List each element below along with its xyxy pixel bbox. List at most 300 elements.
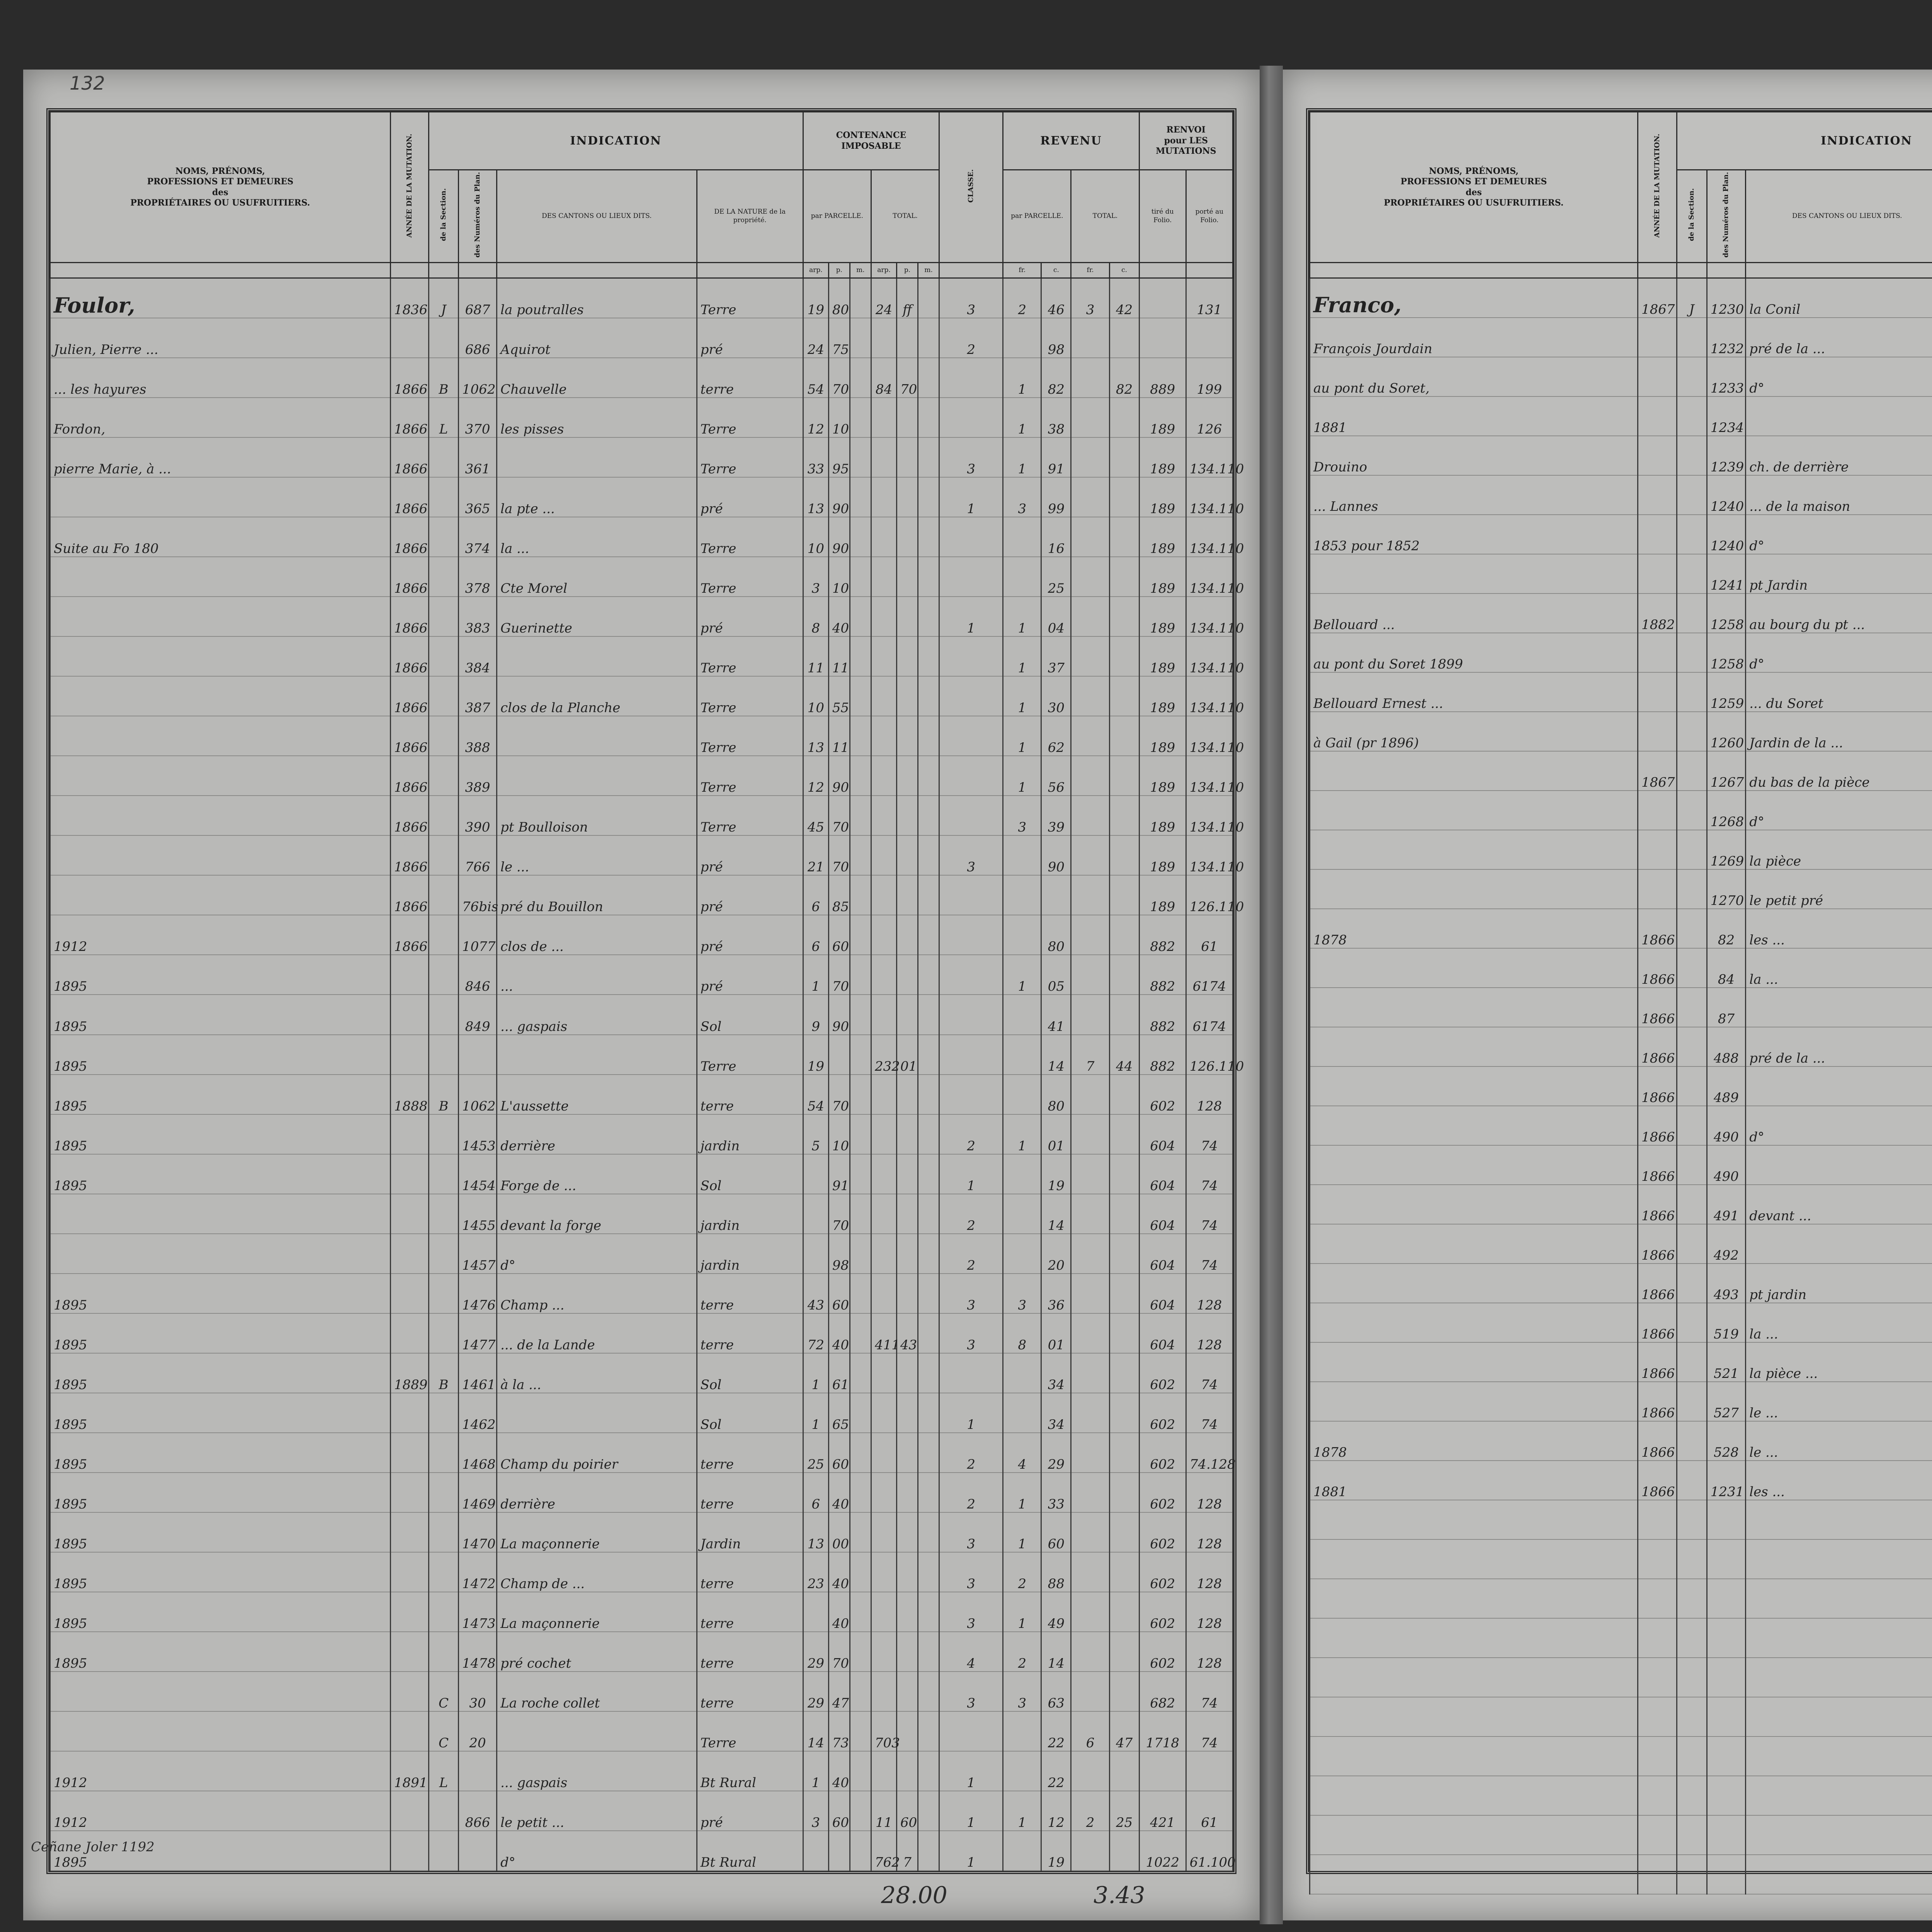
revenu-c-cell: 90 bbox=[1041, 835, 1071, 875]
total-p-cell: 60 bbox=[897, 1791, 918, 1831]
total-p-cell bbox=[897, 597, 918, 636]
total-m-cell bbox=[918, 1393, 939, 1433]
lieu-dit-cell: pré du Bouillon bbox=[497, 875, 697, 915]
plan-number-cell: 1260 bbox=[1707, 712, 1746, 751]
section-cell bbox=[1677, 1224, 1707, 1264]
total-p-cell bbox=[897, 636, 918, 676]
revenu-total-fr-cell bbox=[1071, 835, 1109, 875]
classe-cell: 2 bbox=[939, 1114, 1003, 1154]
lieu-dit-cell: pré de la ... bbox=[1746, 1027, 1932, 1066]
lieu-dit-cell bbox=[497, 1035, 697, 1075]
contenance-p-cell: 61 bbox=[828, 1353, 850, 1393]
ledger-row bbox=[50, 1632, 1233, 1672]
total-m-cell bbox=[918, 1154, 939, 1194]
tire-folio-cell: 602 bbox=[1139, 1075, 1186, 1114]
contenance-arp-cell bbox=[803, 1592, 828, 1632]
contenance-arp-cell: 13 bbox=[803, 1512, 828, 1552]
nature-cell: Bt Rural bbox=[697, 1751, 803, 1791]
contenance-m-cell bbox=[850, 875, 871, 915]
owner-cell bbox=[1310, 1027, 1638, 1066]
porte-folio-cell: 74 bbox=[1186, 1393, 1233, 1433]
total-m-cell bbox=[918, 1313, 939, 1353]
contenance-m-cell bbox=[850, 1751, 871, 1791]
lieu-dit-cell: le ... bbox=[1746, 1382, 1932, 1421]
nature-cell: Terre bbox=[697, 517, 803, 557]
section-cell bbox=[429, 915, 458, 955]
owner-cell: 1895 bbox=[50, 1393, 391, 1433]
contenance-m-cell bbox=[850, 1791, 871, 1831]
owner-cell: 1895 bbox=[50, 1313, 391, 1353]
plan-number-cell: 87 bbox=[1707, 988, 1746, 1027]
tire-folio-cell: 604 bbox=[1139, 1234, 1186, 1274]
year-cell bbox=[390, 1035, 429, 1075]
lieu-dit-cell: ... gaspais bbox=[497, 995, 697, 1034]
contenance-p-cell: 11 bbox=[828, 716, 850, 756]
owner-cell bbox=[1310, 751, 1638, 791]
total-arp-cell: 11 bbox=[871, 1791, 896, 1831]
tire-folio-cell: 602 bbox=[1139, 1473, 1186, 1512]
contenance-m-cell bbox=[850, 398, 871, 437]
revenu-total-fr-cell bbox=[1071, 955, 1109, 995]
ledger-frame bbox=[46, 108, 1244, 1874]
revenu-total-fr-cell: 2 bbox=[1071, 1791, 1109, 1831]
owner-cell: 1895 bbox=[50, 1154, 391, 1194]
year-cell: 1866 bbox=[390, 875, 429, 915]
total-arp-cell bbox=[871, 1393, 896, 1433]
total-p-cell bbox=[897, 1194, 918, 1234]
section-cell bbox=[1677, 475, 1707, 515]
classe-cell: 1 bbox=[939, 1154, 1003, 1194]
tire-folio-cell: 602 bbox=[1139, 1433, 1186, 1473]
porte-folio-cell: 134.110 bbox=[1186, 517, 1233, 557]
revenu-total-fr-cell bbox=[1071, 557, 1109, 597]
porte-folio-cell: 74 bbox=[1186, 1114, 1233, 1154]
contenance-m-cell bbox=[850, 517, 871, 557]
owner-cell: 1895 bbox=[50, 1433, 391, 1473]
section-cell bbox=[1677, 1066, 1707, 1106]
plan-number-cell: 488 bbox=[1707, 1027, 1746, 1066]
total-p-cell: 43 bbox=[897, 1313, 918, 1353]
contenance-arp-cell: 24 bbox=[803, 318, 828, 358]
contenance-m-cell bbox=[850, 1114, 871, 1154]
total-arp-cell: 232 bbox=[871, 1035, 896, 1075]
lieu-dit-cell: derrière bbox=[497, 1114, 697, 1154]
ledger-row bbox=[50, 1035, 1233, 1075]
plan-number-header: des Numéros du Plan. bbox=[458, 170, 497, 263]
ledger-row bbox=[1310, 633, 1932, 672]
section-cell bbox=[429, 318, 458, 358]
year-cell bbox=[1638, 396, 1677, 436]
total-m-cell bbox=[918, 597, 939, 636]
year-cell: 1888 bbox=[390, 1075, 429, 1114]
owner-cell: Drouino bbox=[1310, 436, 1638, 475]
revenu-c-cell: 14 bbox=[1041, 1194, 1071, 1234]
contenance-m-cell bbox=[850, 1433, 871, 1473]
total-p-cell bbox=[897, 915, 918, 955]
ledger-row bbox=[50, 1831, 1233, 1871]
revenu-total-c-cell bbox=[1109, 1194, 1139, 1234]
owner-cell bbox=[50, 835, 391, 875]
empty-row bbox=[1310, 1697, 1932, 1736]
section-cell bbox=[429, 1274, 458, 1313]
porte-folio-cell: 6174 bbox=[1186, 995, 1233, 1034]
contenance-p-cell: 40 bbox=[828, 1313, 850, 1353]
revenu-c-cell: 62 bbox=[1041, 716, 1071, 756]
nature-cell: pré bbox=[697, 1791, 803, 1831]
owner-cell: 1895 bbox=[50, 1512, 391, 1552]
year-cell: 1836 bbox=[390, 278, 429, 318]
owner-cell: Foulor, bbox=[50, 278, 391, 318]
empty-row bbox=[1310, 1579, 1932, 1618]
book-spine bbox=[1260, 66, 1283, 1924]
contenance-arp-cell: 5 bbox=[803, 1114, 828, 1154]
lieu-dit-cell bbox=[497, 1393, 697, 1433]
section-cell bbox=[1677, 1342, 1707, 1382]
revenu-fr-cell: 1 bbox=[1003, 676, 1041, 716]
classe-cell bbox=[939, 716, 1003, 756]
nature-cell: jardin bbox=[697, 1234, 803, 1274]
owner-cell bbox=[1310, 988, 1638, 1027]
total-m-cell bbox=[918, 716, 939, 756]
ledger-row bbox=[50, 477, 1233, 517]
lieu-dit-cell: le ... bbox=[1746, 1421, 1932, 1461]
classe-cell: 3 bbox=[939, 1592, 1003, 1632]
year-cell bbox=[390, 1114, 429, 1154]
total-arp-cell bbox=[871, 676, 896, 716]
owner-cell: 1895 bbox=[50, 1075, 391, 1114]
total-m-cell bbox=[918, 1711, 939, 1751]
tire-folio-cell: 189 bbox=[1139, 835, 1186, 875]
lieu-dit-cell: Aquirot bbox=[497, 318, 697, 358]
owner-cell bbox=[50, 1234, 391, 1274]
owner-cell: 1853 pour 1852 bbox=[1310, 515, 1638, 554]
lieu-dit-cell: le ... bbox=[497, 835, 697, 875]
plan-number-cell: 1241 bbox=[1707, 554, 1746, 594]
section-cell bbox=[429, 1552, 458, 1592]
revenu-c-cell: 91 bbox=[1041, 437, 1071, 477]
lieu-dit-cell: ... de la Lande bbox=[497, 1313, 697, 1353]
lieu-dit-cell: pré cochet bbox=[497, 1632, 697, 1672]
tire-folio-cell: 189 bbox=[1139, 477, 1186, 517]
revenu-c-cell: 34 bbox=[1041, 1393, 1071, 1433]
section-cell bbox=[1677, 988, 1707, 1027]
lieu-dit-cell: Chauvelle bbox=[497, 358, 697, 398]
contenance-arp-cell: 23 bbox=[803, 1552, 828, 1592]
ledger-row bbox=[50, 1274, 1233, 1313]
unit-label: m. bbox=[918, 263, 939, 278]
section-cell bbox=[429, 597, 458, 636]
nature-cell: pré bbox=[697, 477, 803, 517]
contenance-p-cell: 90 bbox=[828, 756, 850, 796]
section-cell bbox=[429, 1035, 458, 1075]
contenance-arp-cell bbox=[803, 1194, 828, 1234]
total-arp-cell bbox=[871, 1592, 896, 1632]
unit-label: fr. bbox=[1071, 263, 1109, 278]
nature-cell: Terre bbox=[697, 1711, 803, 1751]
total-p-cell bbox=[897, 1552, 918, 1592]
owner-cell bbox=[1310, 1342, 1638, 1382]
porte-folio-cell: 126 bbox=[1186, 398, 1233, 437]
year-cell bbox=[390, 1393, 429, 1433]
contenance-arp-cell bbox=[803, 1234, 828, 1274]
contenance-m-cell bbox=[850, 1552, 871, 1592]
total-p-cell: 01 bbox=[897, 1035, 918, 1075]
contenance-p-cell: 40 bbox=[828, 1473, 850, 1512]
lieu-dit-cell: Cte Morel bbox=[497, 557, 697, 597]
plan-number-cell: 1469 bbox=[458, 1473, 497, 1512]
section-cell: L bbox=[429, 1751, 458, 1791]
revenu-total-c-cell bbox=[1109, 1831, 1139, 1871]
classe-cell bbox=[939, 517, 1003, 557]
total-p-cell bbox=[897, 835, 918, 875]
lieu-dit-cell bbox=[497, 716, 697, 756]
plan-number-cell: 1470 bbox=[458, 1512, 497, 1552]
owner-cell: 1912 bbox=[50, 1751, 391, 1791]
total-arp-cell bbox=[871, 915, 896, 955]
ledger-page-right bbox=[1283, 70, 1932, 1920]
revenu-c-cell: 01 bbox=[1041, 1313, 1071, 1353]
revenu-fr-cell: 3 bbox=[1003, 1672, 1041, 1711]
year-cell bbox=[390, 1592, 429, 1632]
classe-header: CLASSE. bbox=[939, 112, 1003, 263]
owner-cell bbox=[50, 557, 391, 597]
revenu-total-c-cell bbox=[1109, 1632, 1139, 1672]
plan-number-cell: 388 bbox=[458, 716, 497, 756]
empty-row bbox=[1310, 1618, 1932, 1658]
revenu-fr-cell bbox=[1003, 875, 1041, 915]
nature-cell: Terre bbox=[697, 437, 803, 477]
revenu-total-c-cell bbox=[1109, 1512, 1139, 1552]
classe-cell bbox=[939, 1711, 1003, 1751]
ledger-frame bbox=[1306, 108, 1932, 1874]
tire-folio-cell: 604 bbox=[1139, 1194, 1186, 1234]
total-m-cell bbox=[918, 636, 939, 676]
total-p-cell bbox=[897, 1234, 918, 1274]
nature-cell: Sol bbox=[697, 1353, 803, 1393]
lieu-dit-cell: au bourg du pt ... bbox=[1746, 594, 1932, 633]
plan-number-cell: 378 bbox=[458, 557, 497, 597]
total-p-cell: 7 bbox=[897, 1831, 918, 1871]
tire-folio-cell: 421 bbox=[1139, 1791, 1186, 1831]
section-header: de la Section. bbox=[429, 170, 458, 263]
ledger-row bbox=[50, 1075, 1233, 1114]
nature-cell: Sol bbox=[697, 1154, 803, 1194]
total-m-cell bbox=[918, 796, 939, 835]
plan-number-cell: 1239 bbox=[1707, 436, 1746, 475]
section-cell bbox=[429, 517, 458, 557]
classe-cell: 3 bbox=[939, 278, 1003, 318]
classe-cell: 2 bbox=[939, 1194, 1003, 1234]
plan-number-cell: 1476 bbox=[458, 1274, 497, 1313]
plan-number-cell: 1232 bbox=[1707, 318, 1746, 357]
revenu-total-fr-cell bbox=[1071, 1751, 1109, 1791]
ledger-row bbox=[1310, 909, 1932, 948]
revenu-fr-cell: 1 bbox=[1003, 1512, 1041, 1552]
plan-number-cell: 1473 bbox=[458, 1592, 497, 1632]
revenu-total-c-cell bbox=[1109, 597, 1139, 636]
revenu-total-fr-cell bbox=[1071, 1114, 1109, 1154]
revenu-total-fr-cell bbox=[1071, 1433, 1109, 1473]
contenance-p-cell bbox=[828, 1035, 850, 1075]
tire-folio-cell: 602 bbox=[1139, 1512, 1186, 1552]
nature-cell: Terre bbox=[697, 1035, 803, 1075]
section-cell: L bbox=[429, 398, 458, 437]
contenance-p-cell: 70 bbox=[828, 1194, 850, 1234]
nature-cell: terre bbox=[697, 1672, 803, 1711]
plan-number-cell: 766 bbox=[458, 835, 497, 875]
porte-folio-cell: 128 bbox=[1186, 1512, 1233, 1552]
porte-folio-cell: 128 bbox=[1186, 1075, 1233, 1114]
total-p-cell bbox=[897, 716, 918, 756]
total-arp-cell bbox=[871, 1075, 896, 1114]
year-cell bbox=[390, 1473, 429, 1512]
revenu-fr-cell bbox=[1003, 1194, 1041, 1234]
section-cell bbox=[429, 1313, 458, 1353]
revenu-fr-cell: 3 bbox=[1003, 796, 1041, 835]
contenance-arp-cell: 6 bbox=[803, 1473, 828, 1512]
revenu-c-cell: 04 bbox=[1041, 597, 1071, 636]
year-cell: 1866 bbox=[390, 796, 429, 835]
contenance-m-cell bbox=[850, 1831, 871, 1871]
revenu-total-fr-cell: 7 bbox=[1071, 1035, 1109, 1075]
ledger-row bbox=[50, 437, 1233, 477]
ledger-row bbox=[1310, 712, 1932, 751]
porte-folio-cell: 74.128 bbox=[1186, 1433, 1233, 1473]
owner-cell: 1912 bbox=[50, 915, 391, 955]
lieu-dit-cell: la pte ... bbox=[497, 477, 697, 517]
year-cell bbox=[390, 955, 429, 995]
revenu-total-c-cell bbox=[1109, 1393, 1139, 1433]
lieu-dit-cell: Champ ... bbox=[497, 1274, 697, 1313]
revenu-total-fr-cell bbox=[1071, 1274, 1109, 1313]
total-p-cell bbox=[897, 1592, 918, 1632]
section-header: de la Section. bbox=[1677, 170, 1707, 263]
porte-folio-cell: 128 bbox=[1186, 1632, 1233, 1672]
contenance-p-cell: 55 bbox=[828, 676, 850, 716]
classe-cell: 1 bbox=[939, 1751, 1003, 1791]
lieu-dit-cell: devant la forge bbox=[497, 1194, 697, 1234]
ledger-row bbox=[50, 915, 1233, 955]
year-cell: 1866 bbox=[390, 517, 429, 557]
section-cell: C bbox=[429, 1711, 458, 1751]
owner-header: NOMS, PRÉNOMS, PROFESSIONS ET DEMEURES des PROPRIÉTAIRES OU USUFRUITIERS. bbox=[1310, 112, 1638, 263]
plan-number-cell: 374 bbox=[458, 517, 497, 557]
section-cell: B bbox=[429, 1353, 458, 1393]
tire-folio-cell: 189 bbox=[1139, 557, 1186, 597]
year-cell: 1866 bbox=[390, 477, 429, 517]
contenance-arp-cell: 19 bbox=[803, 1035, 828, 1075]
plan-number-cell: 519 bbox=[1707, 1303, 1746, 1342]
section-cell bbox=[429, 1473, 458, 1512]
contenance-m-cell bbox=[850, 1592, 871, 1632]
revenu-total-fr-cell bbox=[1071, 1552, 1109, 1592]
total-arp-cell bbox=[871, 1632, 896, 1672]
revenu-total-fr-cell bbox=[1071, 597, 1109, 636]
lieu-dit-cell: d° bbox=[1746, 1106, 1932, 1145]
section-cell bbox=[429, 1791, 458, 1831]
empty-row bbox=[1310, 1815, 1932, 1855]
contenance-arp-cell: 29 bbox=[803, 1672, 828, 1711]
ledger-row bbox=[1310, 594, 1932, 633]
tire-folio-cell: 882 bbox=[1139, 1035, 1186, 1075]
contenance-parcelle-header: par PARCELLE. bbox=[803, 170, 871, 263]
revenu-total-c-cell bbox=[1109, 398, 1139, 437]
contenance-arp-cell: 1 bbox=[803, 1393, 828, 1433]
revenu-total-fr-cell bbox=[1071, 756, 1109, 796]
classe-cell: 3 bbox=[939, 1552, 1003, 1592]
contenance-p-cell: 91 bbox=[828, 1154, 850, 1194]
total-p-cell bbox=[897, 1353, 918, 1393]
section-cell bbox=[1677, 357, 1707, 396]
revenu-total-fr-cell bbox=[1071, 1234, 1109, 1274]
unit-label: c. bbox=[1109, 263, 1139, 278]
classe-cell: 2 bbox=[939, 318, 1003, 358]
revenu-total-fr-cell bbox=[1071, 1154, 1109, 1194]
revenu-fr-cell: 1 bbox=[1003, 437, 1041, 477]
owner-cell bbox=[1310, 791, 1638, 830]
revenu-fr-cell bbox=[1003, 1075, 1041, 1114]
contenance-p-cell: 40 bbox=[828, 1552, 850, 1592]
owner-cell bbox=[50, 756, 391, 796]
ledger-row bbox=[50, 1592, 1233, 1632]
tire-folio-cell bbox=[1139, 278, 1186, 318]
total-arp-cell bbox=[871, 1433, 896, 1473]
plan-number-cell: 1468 bbox=[458, 1433, 497, 1473]
contenance-p-cell: 70 bbox=[828, 796, 850, 835]
revenu-total-fr-cell bbox=[1071, 1194, 1109, 1234]
plan-number-cell: 493 bbox=[1707, 1264, 1746, 1303]
ledger-row bbox=[1310, 672, 1932, 712]
revenu-total-fr-cell bbox=[1071, 716, 1109, 756]
contenance-p-cell: 73 bbox=[828, 1711, 850, 1751]
year-cell bbox=[390, 1672, 429, 1711]
contenance-arp-cell: 3 bbox=[803, 557, 828, 597]
revenu-c-cell: 99 bbox=[1041, 477, 1071, 517]
contenance-p-cell: 60 bbox=[828, 1274, 850, 1313]
total-arp-cell bbox=[871, 1353, 896, 1393]
contenance-p-cell: 70 bbox=[828, 955, 850, 995]
year-cell: 1866 bbox=[390, 676, 429, 716]
lieu-dit-cell: ... bbox=[497, 955, 697, 995]
year-cell: 1866 bbox=[1638, 1224, 1677, 1264]
nature-cell: Terre bbox=[697, 676, 803, 716]
section-cell bbox=[429, 1592, 458, 1632]
ledger-row bbox=[50, 1433, 1233, 1473]
nature-cell: pré bbox=[697, 318, 803, 358]
plan-number-cell: 84 bbox=[1707, 948, 1746, 988]
tire-folio-cell: 189 bbox=[1139, 517, 1186, 557]
plan-number-cell: 490 bbox=[1707, 1145, 1746, 1185]
year-cell bbox=[1638, 357, 1677, 396]
year-cell bbox=[1638, 672, 1677, 712]
total-m-cell bbox=[918, 835, 939, 875]
ledger-row bbox=[50, 517, 1233, 557]
lieu-dit-cell bbox=[497, 756, 697, 796]
porte-folio-cell: 74 bbox=[1186, 1154, 1233, 1194]
total-arp-cell bbox=[871, 1512, 896, 1552]
revenu-total-c-cell bbox=[1109, 1473, 1139, 1512]
year-header: ANNÉE DE LA MUTATION. bbox=[390, 112, 429, 263]
section-cell bbox=[429, 1512, 458, 1552]
plan-number-cell: 387 bbox=[458, 676, 497, 716]
total-m-cell bbox=[918, 1473, 939, 1512]
ledger-row bbox=[1310, 475, 1932, 515]
revenu-c-cell: 63 bbox=[1041, 1672, 1071, 1711]
owner-cell: François Jourdain bbox=[1310, 318, 1638, 357]
total-arp-cell bbox=[871, 1114, 896, 1154]
plan-number-cell: 521 bbox=[1707, 1342, 1746, 1382]
porte-folio-cell: 6174 bbox=[1186, 955, 1233, 995]
